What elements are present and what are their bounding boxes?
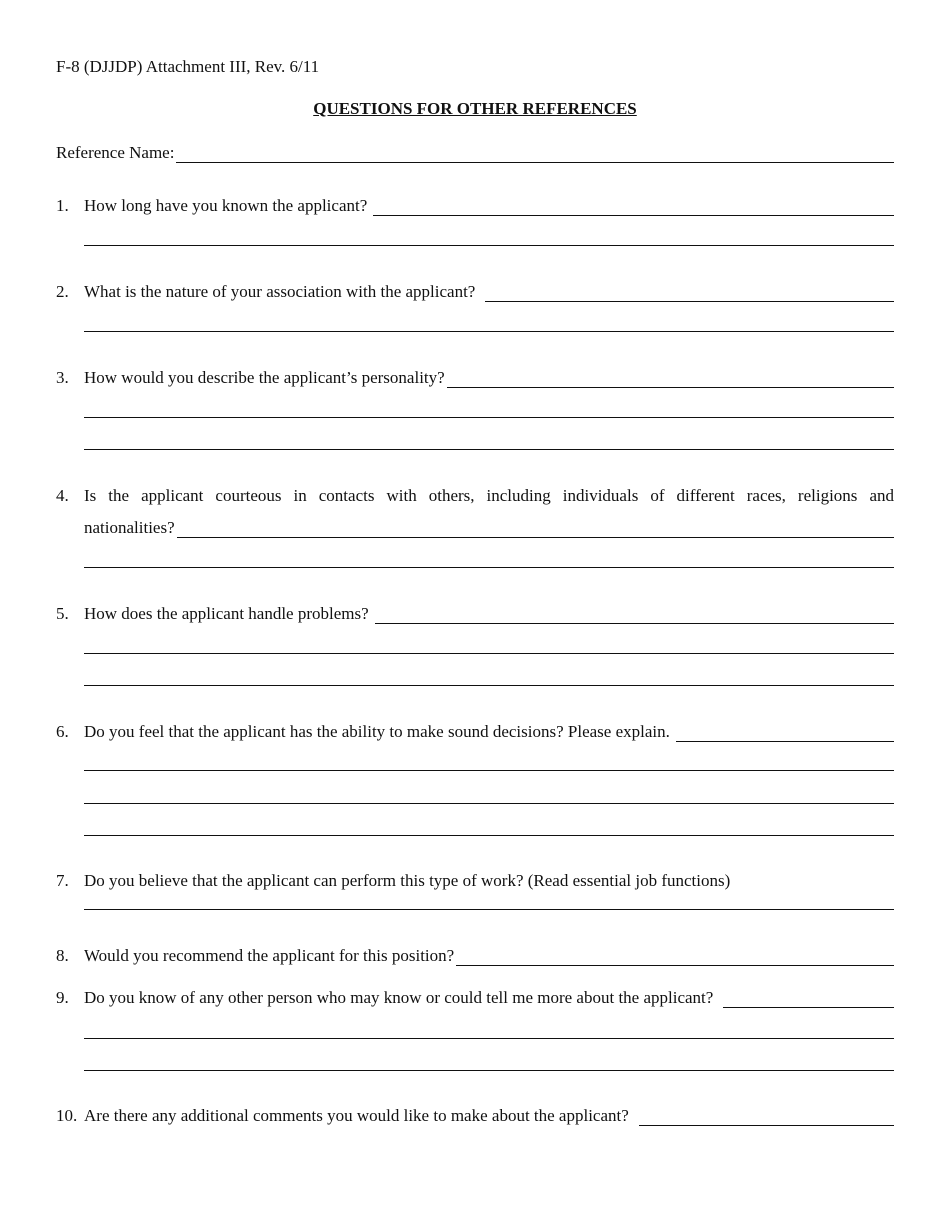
question-9-number: 9. <box>56 988 69 1007</box>
question-10-text: Are there any additional comments you would like to make about the applicant? <box>84 1106 629 1125</box>
question-5-number: 5. <box>56 604 69 623</box>
question-4 <box>84 518 894 538</box>
question-2 <box>84 282 894 302</box>
question-4-number: 4. <box>56 486 69 505</box>
answer-1-line-2[interactable] <box>84 245 894 246</box>
question-6-text: Do you feel that the applicant has the ability to make sound decisions? Please explain. <box>84 722 670 741</box>
form-id: F-8 (DJJDP) Attachment III, Rev. 6/11 <box>56 57 320 76</box>
question-1 <box>84 196 894 216</box>
question-10-number: 10. <box>56 1106 78 1125</box>
answer-3-line-2[interactable] <box>84 417 894 418</box>
page-title: QUESTIONS FOR OTHER REFERENCES <box>313 99 637 118</box>
question-3-text: How would you describe the applicant’s personality? <box>84 368 445 387</box>
question-3 <box>84 368 894 388</box>
question-2-number: 2. <box>56 282 69 301</box>
question-7-text: Do you believe that the applicant can perform this type of work? (Read essential job functions) <box>84 871 731 890</box>
reference-name-label: Reference Name: <box>56 143 175 162</box>
answer-5-line-2[interactable] <box>84 653 894 654</box>
reference-name-field[interactable] <box>176 147 894 163</box>
question-9-text: Do you know of any other person who may know or could tell me more about the applicant? <box>84 988 714 1007</box>
answer-10-field[interactable] <box>639 1110 894 1126</box>
answer-9-field[interactable] <box>723 992 894 1008</box>
answer-4-field[interactable] <box>177 522 894 538</box>
question-4-text-line-2: nationalities? <box>84 518 175 537</box>
answer-3-line-3[interactable] <box>84 449 894 450</box>
question-5-text: How does the applicant handle problems? <box>84 604 369 623</box>
reference-name-row <box>56 143 894 163</box>
answer-6-line-3[interactable] <box>84 803 894 804</box>
answer-2-field[interactable] <box>485 286 894 302</box>
answer-1-field[interactable] <box>373 200 894 216</box>
question-1-text: How long have you known the applicant? <box>84 196 368 215</box>
question-8-text: Would you recommend the applicant for this position? <box>84 946 455 965</box>
answer-9-line-2[interactable] <box>84 1038 894 1039</box>
question-2-text: What is the nature of your association with the applicant? <box>84 282 476 301</box>
answer-6-field[interactable] <box>676 726 894 742</box>
question-8-number: 8. <box>56 946 69 965</box>
question-5 <box>84 604 894 624</box>
answer-3-field[interactable] <box>447 372 894 388</box>
question-7-number: 7. <box>56 871 69 890</box>
question-4-text-line-1: Is the applicant courteous in contacts with others, including individuals of different races, religions and <box>84 486 894 505</box>
question-3-number: 3. <box>56 368 69 387</box>
answer-9-line-3[interactable] <box>84 1070 894 1071</box>
answer-7-line[interactable] <box>84 909 894 910</box>
question-1-number: 1. <box>56 196 69 215</box>
answer-5-field[interactable] <box>375 608 894 624</box>
question-10 <box>84 1106 894 1126</box>
answer-6-line-2[interactable] <box>84 770 894 771</box>
answer-8-field[interactable] <box>456 950 894 966</box>
answer-6-line-4[interactable] <box>84 835 894 836</box>
question-6-number: 6. <box>56 722 69 741</box>
question-8 <box>84 946 894 966</box>
question-6 <box>84 722 894 742</box>
question-9 <box>84 988 894 1008</box>
answer-5-line-3[interactable] <box>84 685 894 686</box>
answer-2-line-2[interactable] <box>84 331 894 332</box>
answer-4-line-2[interactable] <box>84 567 894 568</box>
